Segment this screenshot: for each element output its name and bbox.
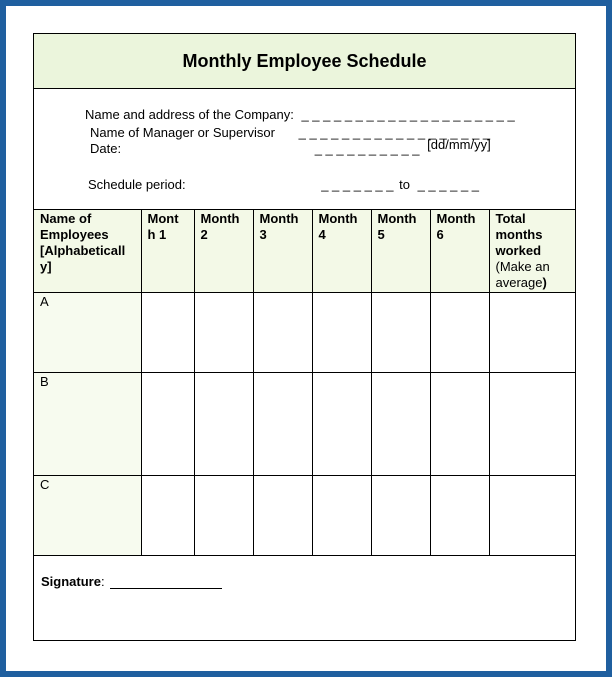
schedule-cell[interactable] bbox=[371, 476, 430, 556]
schedule-cell[interactable] bbox=[430, 293, 489, 373]
schedule-cell[interactable] bbox=[141, 373, 194, 476]
total-cell[interactable] bbox=[489, 293, 575, 373]
company-label: Name and address of the Company: bbox=[85, 107, 294, 122]
period-row bbox=[88, 177, 479, 192]
schedule-cell[interactable] bbox=[430, 373, 489, 476]
header-month-3: Month 3 bbox=[253, 210, 312, 293]
schedule-cell[interactable] bbox=[312, 476, 371, 556]
header-name: Name of Employees [Alphabeticall y] bbox=[34, 210, 141, 293]
schedule-cell[interactable] bbox=[371, 293, 430, 373]
signature-row: Signature: bbox=[41, 574, 222, 589]
header-month-4: Month 4 bbox=[312, 210, 371, 293]
schedule-cell[interactable] bbox=[194, 373, 253, 476]
schedule-cell[interactable] bbox=[430, 476, 489, 556]
schedule-sheet bbox=[33, 33, 576, 641]
schedule-cell[interactable] bbox=[253, 476, 312, 556]
table-row bbox=[34, 373, 575, 476]
header-month-2: Month 2 bbox=[194, 210, 253, 293]
schedule-cell[interactable] bbox=[141, 476, 194, 556]
total-cell[interactable] bbox=[489, 373, 575, 476]
employee-name-cell[interactable]: B bbox=[34, 373, 141, 476]
header-month-5: Month 5 bbox=[371, 210, 430, 293]
schedule-cell[interactable] bbox=[371, 373, 430, 476]
date-blank[interactable]: _ _ _ _ _ _ _ _ _ _ bbox=[314, 141, 420, 156]
header-month-6: Month 6 bbox=[430, 210, 489, 293]
date-label: Date: bbox=[90, 141, 122, 156]
schedule-cell[interactable] bbox=[253, 373, 312, 476]
title-bar bbox=[34, 34, 575, 89]
schedule-cell[interactable] bbox=[312, 373, 371, 476]
info-section bbox=[34, 89, 575, 210]
period-to-blank[interactable]: _ _ _ _ _ _ bbox=[417, 177, 480, 192]
schedule-cell[interactable] bbox=[194, 476, 253, 556]
date-row bbox=[90, 137, 491, 156]
period-to: to bbox=[399, 177, 410, 192]
signature-label: Signature bbox=[41, 574, 101, 589]
page-frame bbox=[6, 6, 606, 671]
schedule-cell[interactable] bbox=[312, 293, 371, 373]
employee-name-cell[interactable]: A bbox=[34, 293, 141, 373]
page-title: Monthly Employee Schedule bbox=[182, 50, 427, 71]
header-row bbox=[34, 210, 575, 293]
period-label: Schedule period: bbox=[88, 177, 186, 192]
total-cell[interactable] bbox=[489, 476, 575, 556]
header-month-1: Mont h 1 bbox=[141, 210, 194, 293]
employee-name-cell[interactable]: C bbox=[34, 476, 141, 556]
table-row bbox=[34, 476, 575, 556]
schedule-cell[interactable] bbox=[141, 293, 194, 373]
schedule-cell[interactable] bbox=[194, 293, 253, 373]
date-format: [dd/mm/yy] bbox=[427, 137, 491, 152]
period-from-blank[interactable]: _ _ _ _ _ _ _ bbox=[321, 177, 394, 192]
manager-label: Name of Manager or Supervisor bbox=[90, 125, 275, 140]
company-row bbox=[85, 107, 515, 122]
schedule-cell[interactable] bbox=[253, 293, 312, 373]
signature-line[interactable] bbox=[110, 576, 222, 589]
company-blank[interactable]: _ _ _ _ _ _ _ _ _ _ _ _ _ _ _ _ _ _ _ _ bbox=[301, 107, 515, 122]
manager-blank[interactable]: _ _ _ _ _ _ _ _ _ _ _ _ _ _ _ _ _ _ bbox=[298, 125, 491, 140]
schedule-table bbox=[34, 210, 575, 556]
table-row bbox=[34, 293, 575, 373]
header-total: Total months worked (Make an average) bbox=[489, 210, 575, 293]
